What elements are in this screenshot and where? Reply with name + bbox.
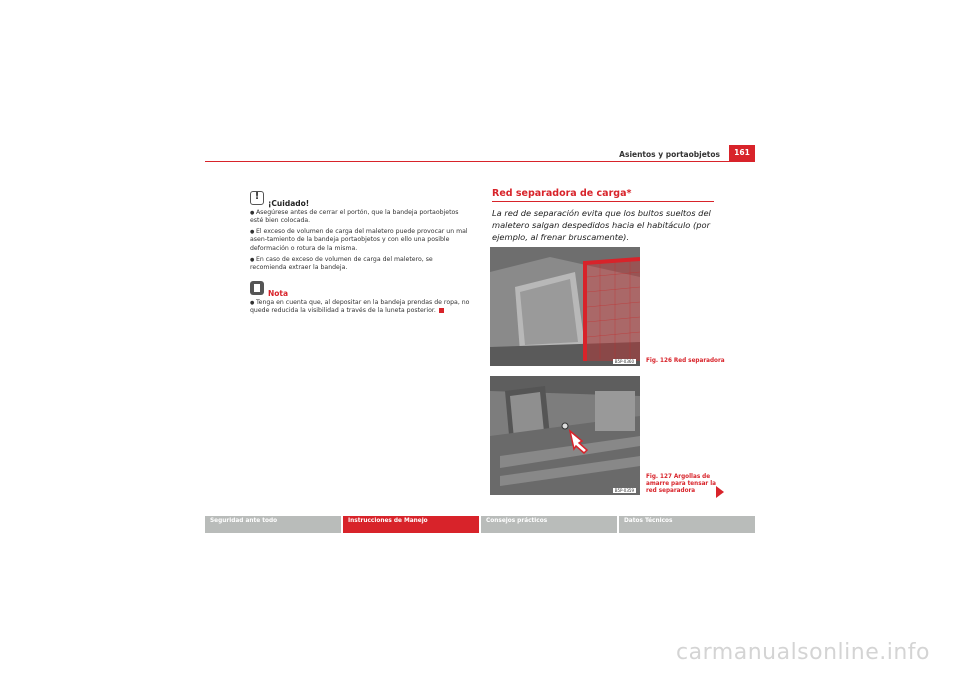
figure-2-illustration (490, 376, 640, 495)
page-header-title: Asientos y portaobjetos (619, 150, 720, 159)
warning-bullet-1: ● Asegúrese antes de cerrar el portón, que la bandeja portaobjetos esté bien colocada. (250, 209, 470, 226)
footer-tab-instrucciones[interactable]: Instrucciones de Manejo (343, 516, 479, 533)
next-page-arrow-icon[interactable] (716, 486, 724, 498)
footer-tab-consejos[interactable]: Consejos prácticos (481, 516, 617, 533)
note-icon (250, 281, 264, 295)
note-bullet-1 (250, 299, 470, 316)
footer-tab-seguridad[interactable]: Seguridad ante todo (205, 516, 341, 533)
warning-icon (250, 191, 264, 205)
section-rule (492, 201, 714, 202)
warning-bullet-2: ● El exceso de volumen de carga del maletero puede provocar un mal asen-tamiento de la bandeja portaobjetos y con ello una posible deformación o rotura de la misma. (250, 228, 470, 253)
figure-red-separadora (490, 247, 640, 366)
section-intro: La red de separación evita que los bultos sueltos del maletero salgan despedidos hacia el habitáculo (por ejemplo, al frenar bruscamente). (492, 208, 711, 242)
figure-2-caption: Fig. 127 Argollas de amarre para tensar la red separadora (646, 474, 717, 494)
end-mark-icon (439, 308, 444, 313)
figure-1-caption: Fig. 126 Red separadora (646, 358, 725, 364)
header-rule (205, 161, 755, 162)
page-number: 161 (729, 145, 755, 161)
watermark: carmanualsonline.info (676, 640, 930, 665)
warning-bullet-3: ● En caso de exceso de volumen de carga del maletero, se recomienda extraer la bandeja. (250, 256, 470, 273)
warning-title: ¡Cuidado! (268, 199, 310, 208)
note-bullet-text: ● Tenga en cuenta que, al depositar en la bandeja prendas de ropa, no quede reducida la visibilidad a través de la luneta posterior. (250, 299, 469, 314)
note-title: Nota (268, 289, 289, 298)
figure-argollas-amarre (490, 376, 640, 495)
figure-1-illustration (490, 247, 640, 366)
figure-2-code: B5P-0359 (614, 488, 634, 493)
footer-tab-datos[interactable]: Datos Técnicos (619, 516, 755, 533)
figure-1-code: B5P-0360 (614, 359, 634, 364)
section-title: Red separadora de carga* (492, 188, 632, 199)
